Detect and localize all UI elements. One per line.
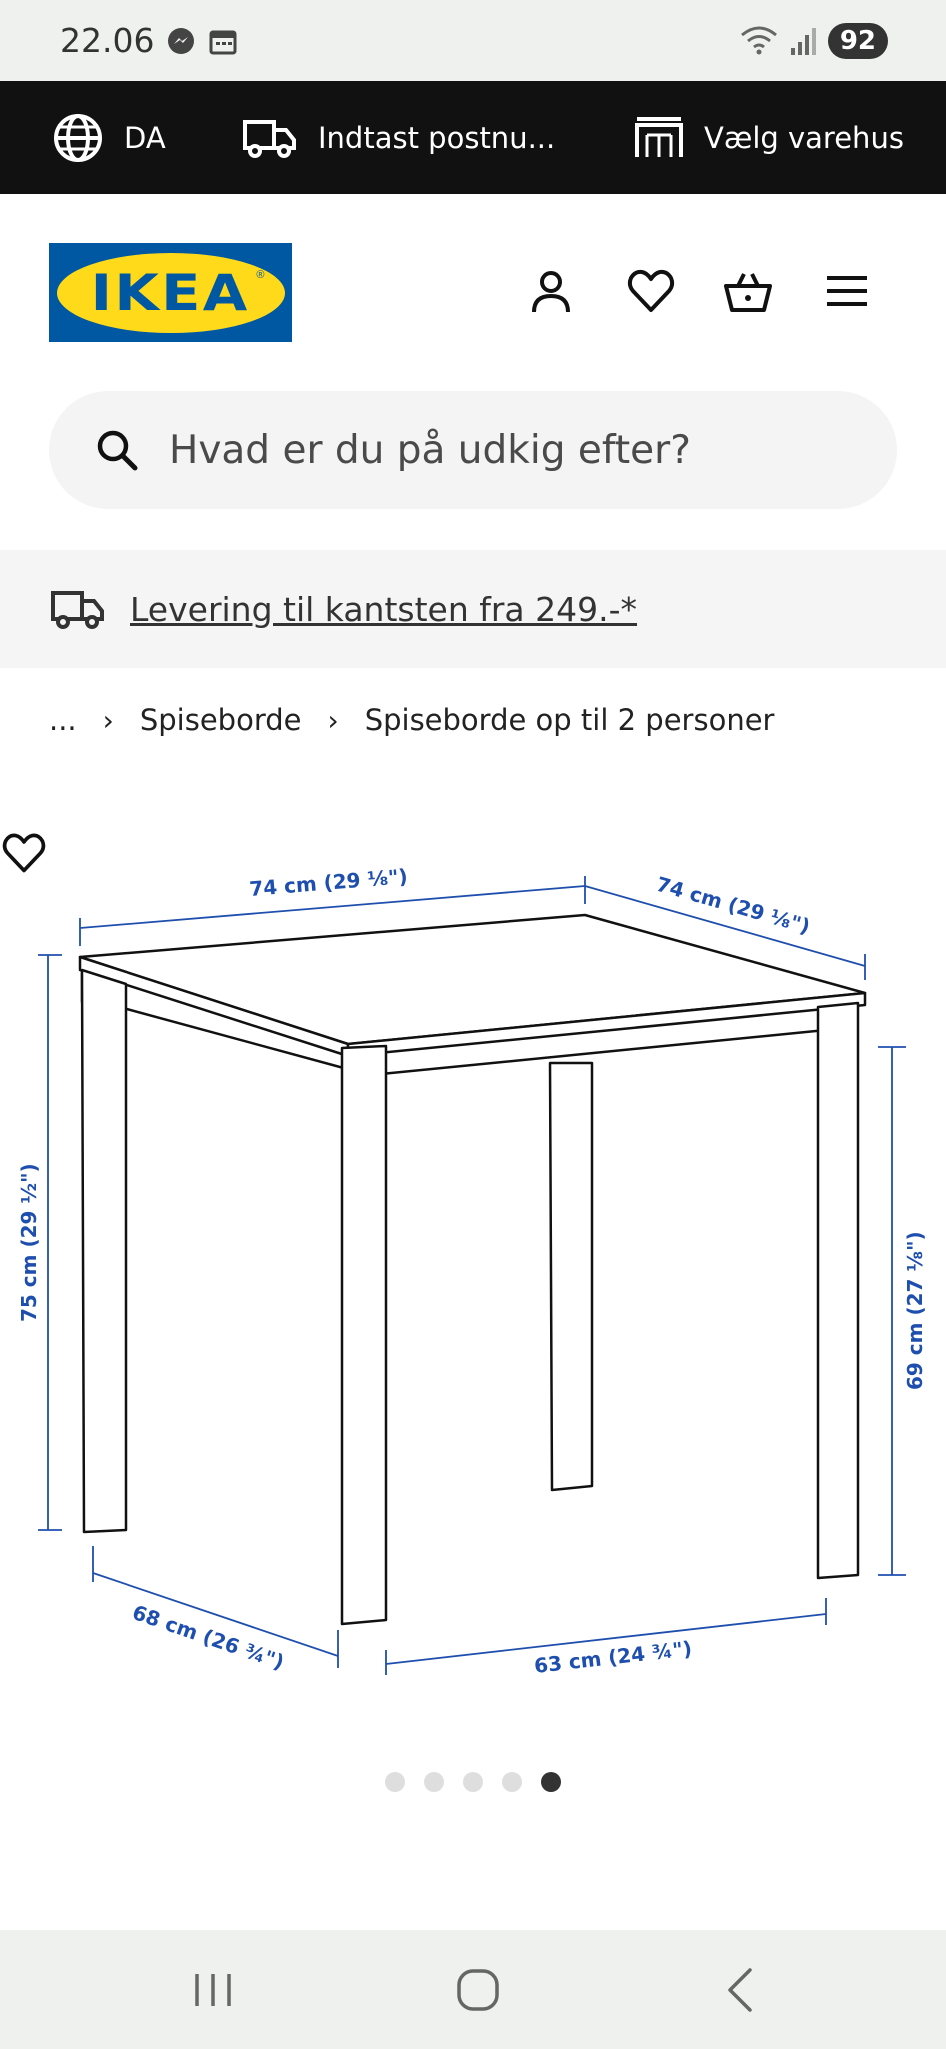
favorite-heart-icon[interactable] [0,830,48,876]
logo-text: IKEA [91,263,250,322]
system-nav-bar [0,1930,946,2049]
site-header [0,194,946,369]
user-icon[interactable] [526,266,576,316]
table-dimension-drawing [0,830,946,1710]
search-placeholder: Hvad er du på udkig efter? [169,427,691,473]
carousel-dot[interactable] [502,1772,522,1792]
delivery-truck-icon [50,587,106,631]
logo-oval [57,253,285,333]
calendar-icon [208,26,238,56]
store-icon [634,115,684,161]
shopping-bag-icon[interactable] [723,266,773,316]
registered-mark: ® [256,268,265,281]
battery-level: 92 [828,23,888,59]
home-icon[interactable] [448,1960,508,2020]
messenger-icon [166,26,196,56]
globe-icon [52,112,104,164]
dim-under-height: 69 cm (27 ⅛") [903,1231,927,1390]
wifi-icon [738,25,780,57]
status-left [60,21,238,60]
search-icon [95,428,139,472]
dim-top-depth: 74 cm (29 ⅛") [653,871,813,939]
product-image[interactable] [0,830,946,1710]
status-bar [0,0,946,81]
breadcrumb-current[interactable]: Spiseborde op til 2 personer [364,703,775,737]
chevron-right-icon: › [102,703,114,737]
breadcrumb-dining-tables[interactable]: Spiseborde [139,703,302,737]
menu-icon[interactable] [822,266,872,316]
dim-top-width: 74 cm (29 ⅛") [248,864,409,901]
carousel-dot[interactable] [424,1772,444,1792]
top-bar [0,81,946,194]
ikea-logo[interactable] [49,243,292,342]
status-time: 22.06 [60,21,155,60]
search-bar[interactable] [49,391,897,509]
delivery-link[interactable]: Levering til kantsten fra 249.-* [130,589,638,629]
breadcrumb-ellipsis[interactable]: ... [49,703,77,737]
delivery-banner [0,550,946,668]
carousel-dot[interactable] [463,1772,483,1792]
language-selector[interactable] [52,81,166,194]
store-selector[interactable] [634,81,904,194]
carousel-dots [0,1772,946,1792]
recent-apps-icon[interactable] [183,1960,243,2020]
postcode-label: Indtast postnu... [318,120,556,155]
chevron-right-icon: › [327,703,339,737]
breadcrumb [49,697,774,743]
status-right [738,23,888,59]
carousel-dot-active[interactable] [541,1772,561,1792]
truck-icon [242,116,298,160]
dim-leg-width: 63 cm (24 ¾") [532,1636,694,1678]
heart-icon[interactable] [626,266,676,316]
store-label: Vælg varehus [704,120,904,155]
language-label: DA [124,120,166,155]
back-icon[interactable] [712,1960,772,2020]
dim-height: 75 cm (29 ½") [17,1163,41,1322]
signal-icon [790,26,818,56]
dim-leg-depth: 68 cm (26 ¾") [129,1600,288,1675]
carousel-dot[interactable] [385,1772,405,1792]
postcode-selector[interactable] [242,81,555,194]
